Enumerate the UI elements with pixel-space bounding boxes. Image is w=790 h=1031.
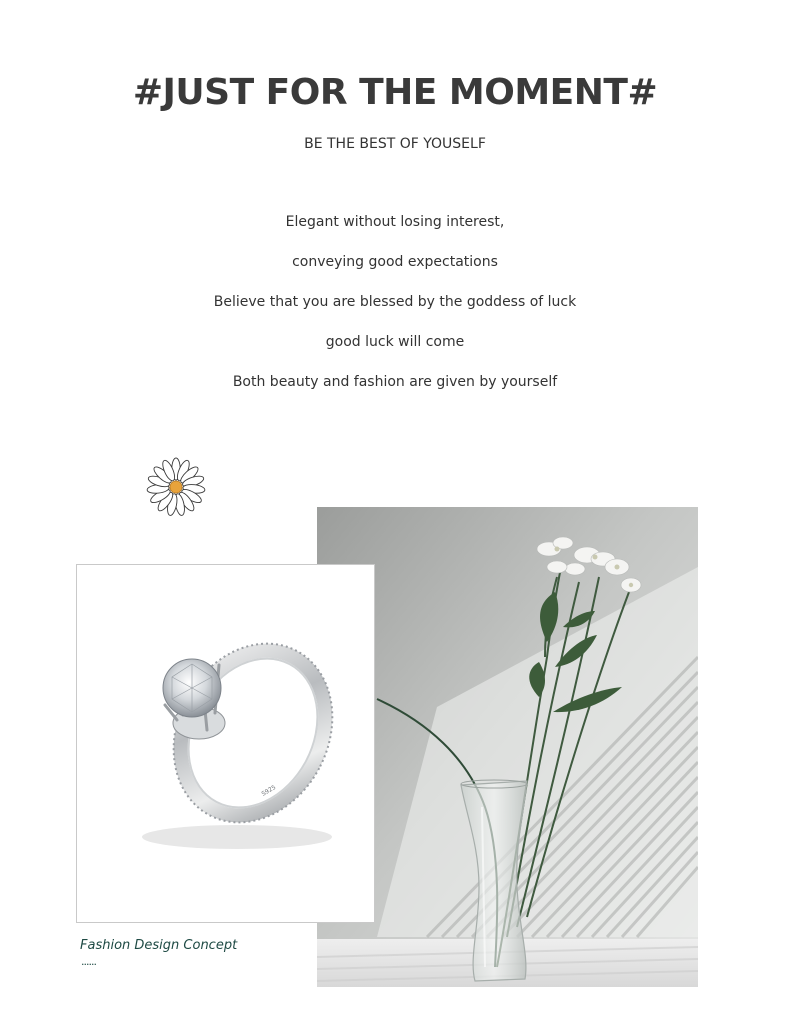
daisy-icon [145, 456, 207, 518]
poem-line: good luck will come [325, 334, 465, 350]
poem-line: Both beauty and fashion are given by yourself [232, 374, 558, 390]
ring-stamp-text: S925 [260, 784, 278, 798]
poem-line: Believe that you are blessed by the goddess of luck [213, 294, 577, 310]
page-title: #JUST FOR THE MOMENT# [132, 72, 658, 113]
caption-dots: ······ [81, 958, 96, 971]
page-subtitle: BE THE BEST OF YOUSELF [304, 136, 486, 152]
caption-label: Fashion Design Concept [80, 938, 238, 953]
poem-line: Elegant without losing interest, [285, 214, 505, 230]
poem-line: conveying good expectations [292, 254, 498, 270]
poem-text [0, 210, 790, 410]
ring-photo [76, 564, 375, 923]
